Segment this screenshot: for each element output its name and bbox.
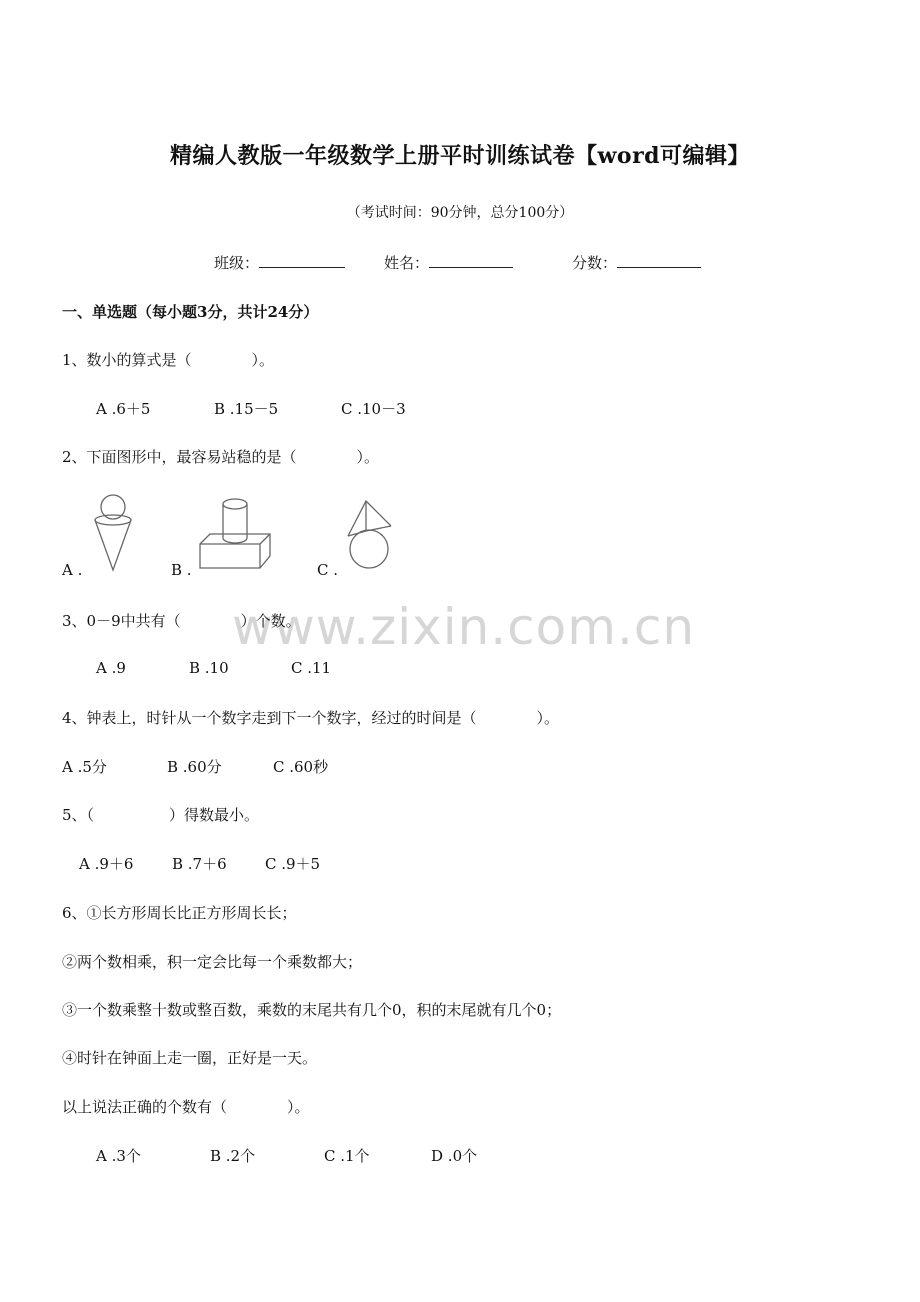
q1-option-b: B .15－5 bbox=[214, 400, 279, 418]
page-title: 精编人教版一年级数学上册平时训练试卷【word可编辑】 bbox=[169, 143, 751, 169]
q6-option-d: D .0个 bbox=[431, 1147, 478, 1165]
score-label: 分数： bbox=[572, 254, 618, 272]
score-blank bbox=[617, 253, 701, 268]
class-label: 班级： bbox=[214, 254, 260, 272]
q6-option-c: C .1个 bbox=[324, 1147, 370, 1165]
watermark: www.zixin.com.cn bbox=[232, 598, 696, 656]
question-1: 1、数小的算式是（ ）。 bbox=[62, 351, 275, 369]
q2-option-b: B . bbox=[171, 561, 192, 579]
question-6-line-2: ②两个数相乘，积一定会比每一个乘数都大； bbox=[62, 953, 363, 971]
question-6-line-4: ④时针在钟面上走一圈，正好是一天。 bbox=[62, 1049, 318, 1067]
question-4: 4、钟表上，时针从一个数字走到下一个数字，经过的时间是（ ）。 bbox=[62, 709, 560, 727]
question-6-prompt: 以上说法正确的个数有（ ）。 bbox=[62, 1098, 310, 1116]
name-field bbox=[384, 252, 513, 273]
q4-option-c: C .60秒 bbox=[273, 758, 329, 776]
cone-with-ball-figure bbox=[88, 492, 138, 574]
q1-option-c: C .10－3 bbox=[341, 400, 406, 418]
q6-option-b: B .2个 bbox=[210, 1147, 256, 1165]
q5-option-a: A .9＋6 bbox=[79, 855, 134, 873]
q1-option-a: A .6＋5 bbox=[96, 400, 151, 418]
q4-option-a: A .5分 bbox=[62, 758, 107, 776]
question-6-line-3: ③一个数乘整十数或整百数，乘数的末尾共有几个0，积的末尾就有几个0； bbox=[62, 1001, 562, 1019]
q4-option-b: B .60分 bbox=[167, 758, 222, 776]
question-3: 3、0－9中共有（ ）个数。 bbox=[62, 612, 301, 630]
q2-option-c: C . bbox=[317, 561, 339, 579]
name-blank bbox=[429, 253, 513, 268]
q6-option-a: A .3个 bbox=[96, 1147, 141, 1165]
q5-option-b: B .7＋6 bbox=[172, 855, 227, 873]
triangle-on-ball-figure bbox=[344, 498, 394, 570]
q3-option-a: A .9 bbox=[96, 659, 126, 677]
exam-subtitle: （考试时间：90分钟，总分100分） bbox=[346, 205, 574, 221]
question-5: 5、（ ）得数最小。 bbox=[62, 806, 260, 824]
question-2: 2、下面图形中，最容易站稳的是（ ）。 bbox=[62, 448, 380, 466]
q5-option-c: C .9＋5 bbox=[265, 855, 321, 873]
q3-option-b: B .10 bbox=[189, 659, 229, 677]
q2-option-a: A . bbox=[62, 561, 83, 579]
class-blank bbox=[259, 253, 345, 268]
name-label: 姓名： bbox=[384, 254, 430, 272]
class-field bbox=[214, 252, 345, 273]
cylinder-on-box-figure bbox=[198, 494, 272, 570]
q3-option-c: C .11 bbox=[291, 659, 332, 677]
section-heading: 一、单选题（每小题3分，共计24分） bbox=[62, 303, 319, 321]
score-field bbox=[572, 252, 701, 273]
question-6-line-1: 6、①长方形周长比正方形周长长； bbox=[62, 904, 297, 922]
